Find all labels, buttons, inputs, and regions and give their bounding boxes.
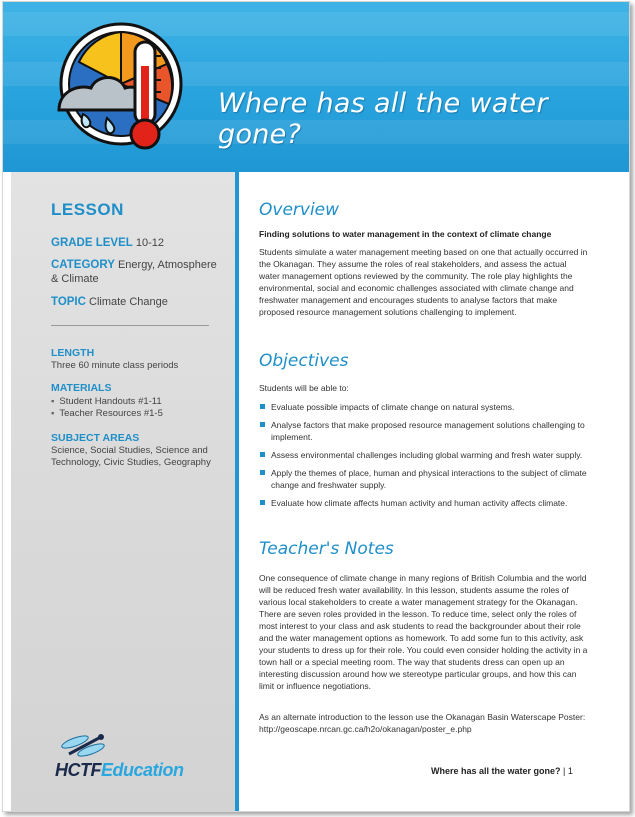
page-number: 1	[567, 766, 573, 776]
objective-item: Analyse factors that make proposed resource management solutions challenging to implement.	[259, 419, 589, 443]
sidebar-divider	[235, 172, 239, 812]
thermometer-weather-icon	[49, 22, 199, 172]
objectives-list	[259, 401, 589, 515]
subjects-value: Science, Social Studies, Science and Technology, Civic Studies, Geography	[51, 445, 211, 468]
logo-text: HCTF	[55, 760, 101, 780]
materials-item: ▪ Student Handouts #1-11	[51, 396, 163, 408]
objective-item: Apply the themes of place, human and physical interactions to the subject of climate change and freshwater supply.	[259, 467, 589, 491]
grade-level	[51, 236, 221, 250]
length-value: Three 60 minute class periods	[51, 360, 179, 371]
materials-list	[51, 396, 163, 420]
objectives-heading: Objectives	[259, 351, 349, 371]
lesson-heading: LESSON	[51, 200, 124, 219]
grade-label: GRADE LEVEL	[51, 237, 133, 249]
objective-item: Evaluate possible impacts of climate change on natural systems.	[259, 401, 589, 413]
teachers-notes-heading: Teacher's Notes	[259, 539, 394, 559]
sidebar-separator	[51, 325, 209, 326]
footer-title: Where has all the water gone?	[431, 766, 561, 776]
overview-body: Students simulate a water management meeting based on one that actually occurred in the Okanagan. They assume the roles of real stakeholders, and assess the actual water management options reviewed by the community. The role play highlights the environmental, social and economic challenges associated with climate change and freshwater management and encourages students to analyse factors that make proposed resource management solutions challenging to implement.	[259, 247, 588, 317]
teachers-notes-body: One consequence of climate change in many regions of British Columbia and the world will be reduced fresh water availability. In this lesson, students assume the roles of various local stakeholders to create a water management strategy for the Okanagan. There are seven roles provided in the lesson. To reduce time, select only the roles of most interest to your class and ask students to read the backgrounder about their role and the water management options as homework. To add some fun to this activity, ask your students to dress up for their role. You could even consider holding the activity in a town hall or a special meeting room. The way that students dress can open up an interesting discussion around how we stereotype particular groups, and how this can limit or influence negotiations.	[259, 573, 588, 691]
materials-heading: MATERIALS	[51, 382, 112, 394]
teachers-notes-alt: As an alternate introduction to the lesson use the Okanagan Basin Waterscape Poster: http://geoscape.nrcan.gc.ca/h2o/okanagan/poster_e.php	[259, 712, 586, 734]
category-value: Energy, Atmosphere & Climate	[51, 259, 217, 285]
category	[51, 258, 221, 286]
footer-separator: |	[563, 766, 566, 776]
objective-item: Evaluate how climate affects human activity and human activity affects climate.	[259, 497, 589, 509]
overview-heading: Overview	[259, 200, 340, 220]
objectives-intro: Students will be able to:	[259, 383, 349, 393]
objective-item: Assess environmental challenges including global warming and fresh water supply.	[259, 449, 589, 461]
subjects-heading: SUBJECT AREAS	[51, 432, 140, 444]
header-banner	[3, 2, 630, 172]
grade-value: 10-12	[135, 237, 164, 249]
materials-item: ▪ Teacher Resources #1-5	[51, 408, 163, 420]
topic-label: TOPIC	[51, 296, 86, 308]
overview-subheading: Finding solutions to water management in the context of climate change	[259, 229, 552, 239]
page-title: Where has all the water gone?	[218, 88, 548, 150]
page	[2, 1, 630, 812]
hctf-education-logo	[55, 760, 184, 781]
length-heading: LENGTH	[51, 347, 95, 359]
topic-value: Climate Change	[89, 296, 168, 308]
logo-sub: Education	[101, 760, 184, 780]
topic	[51, 295, 221, 309]
page-footer	[431, 766, 573, 776]
category-label: CATEGORY	[51, 259, 115, 271]
